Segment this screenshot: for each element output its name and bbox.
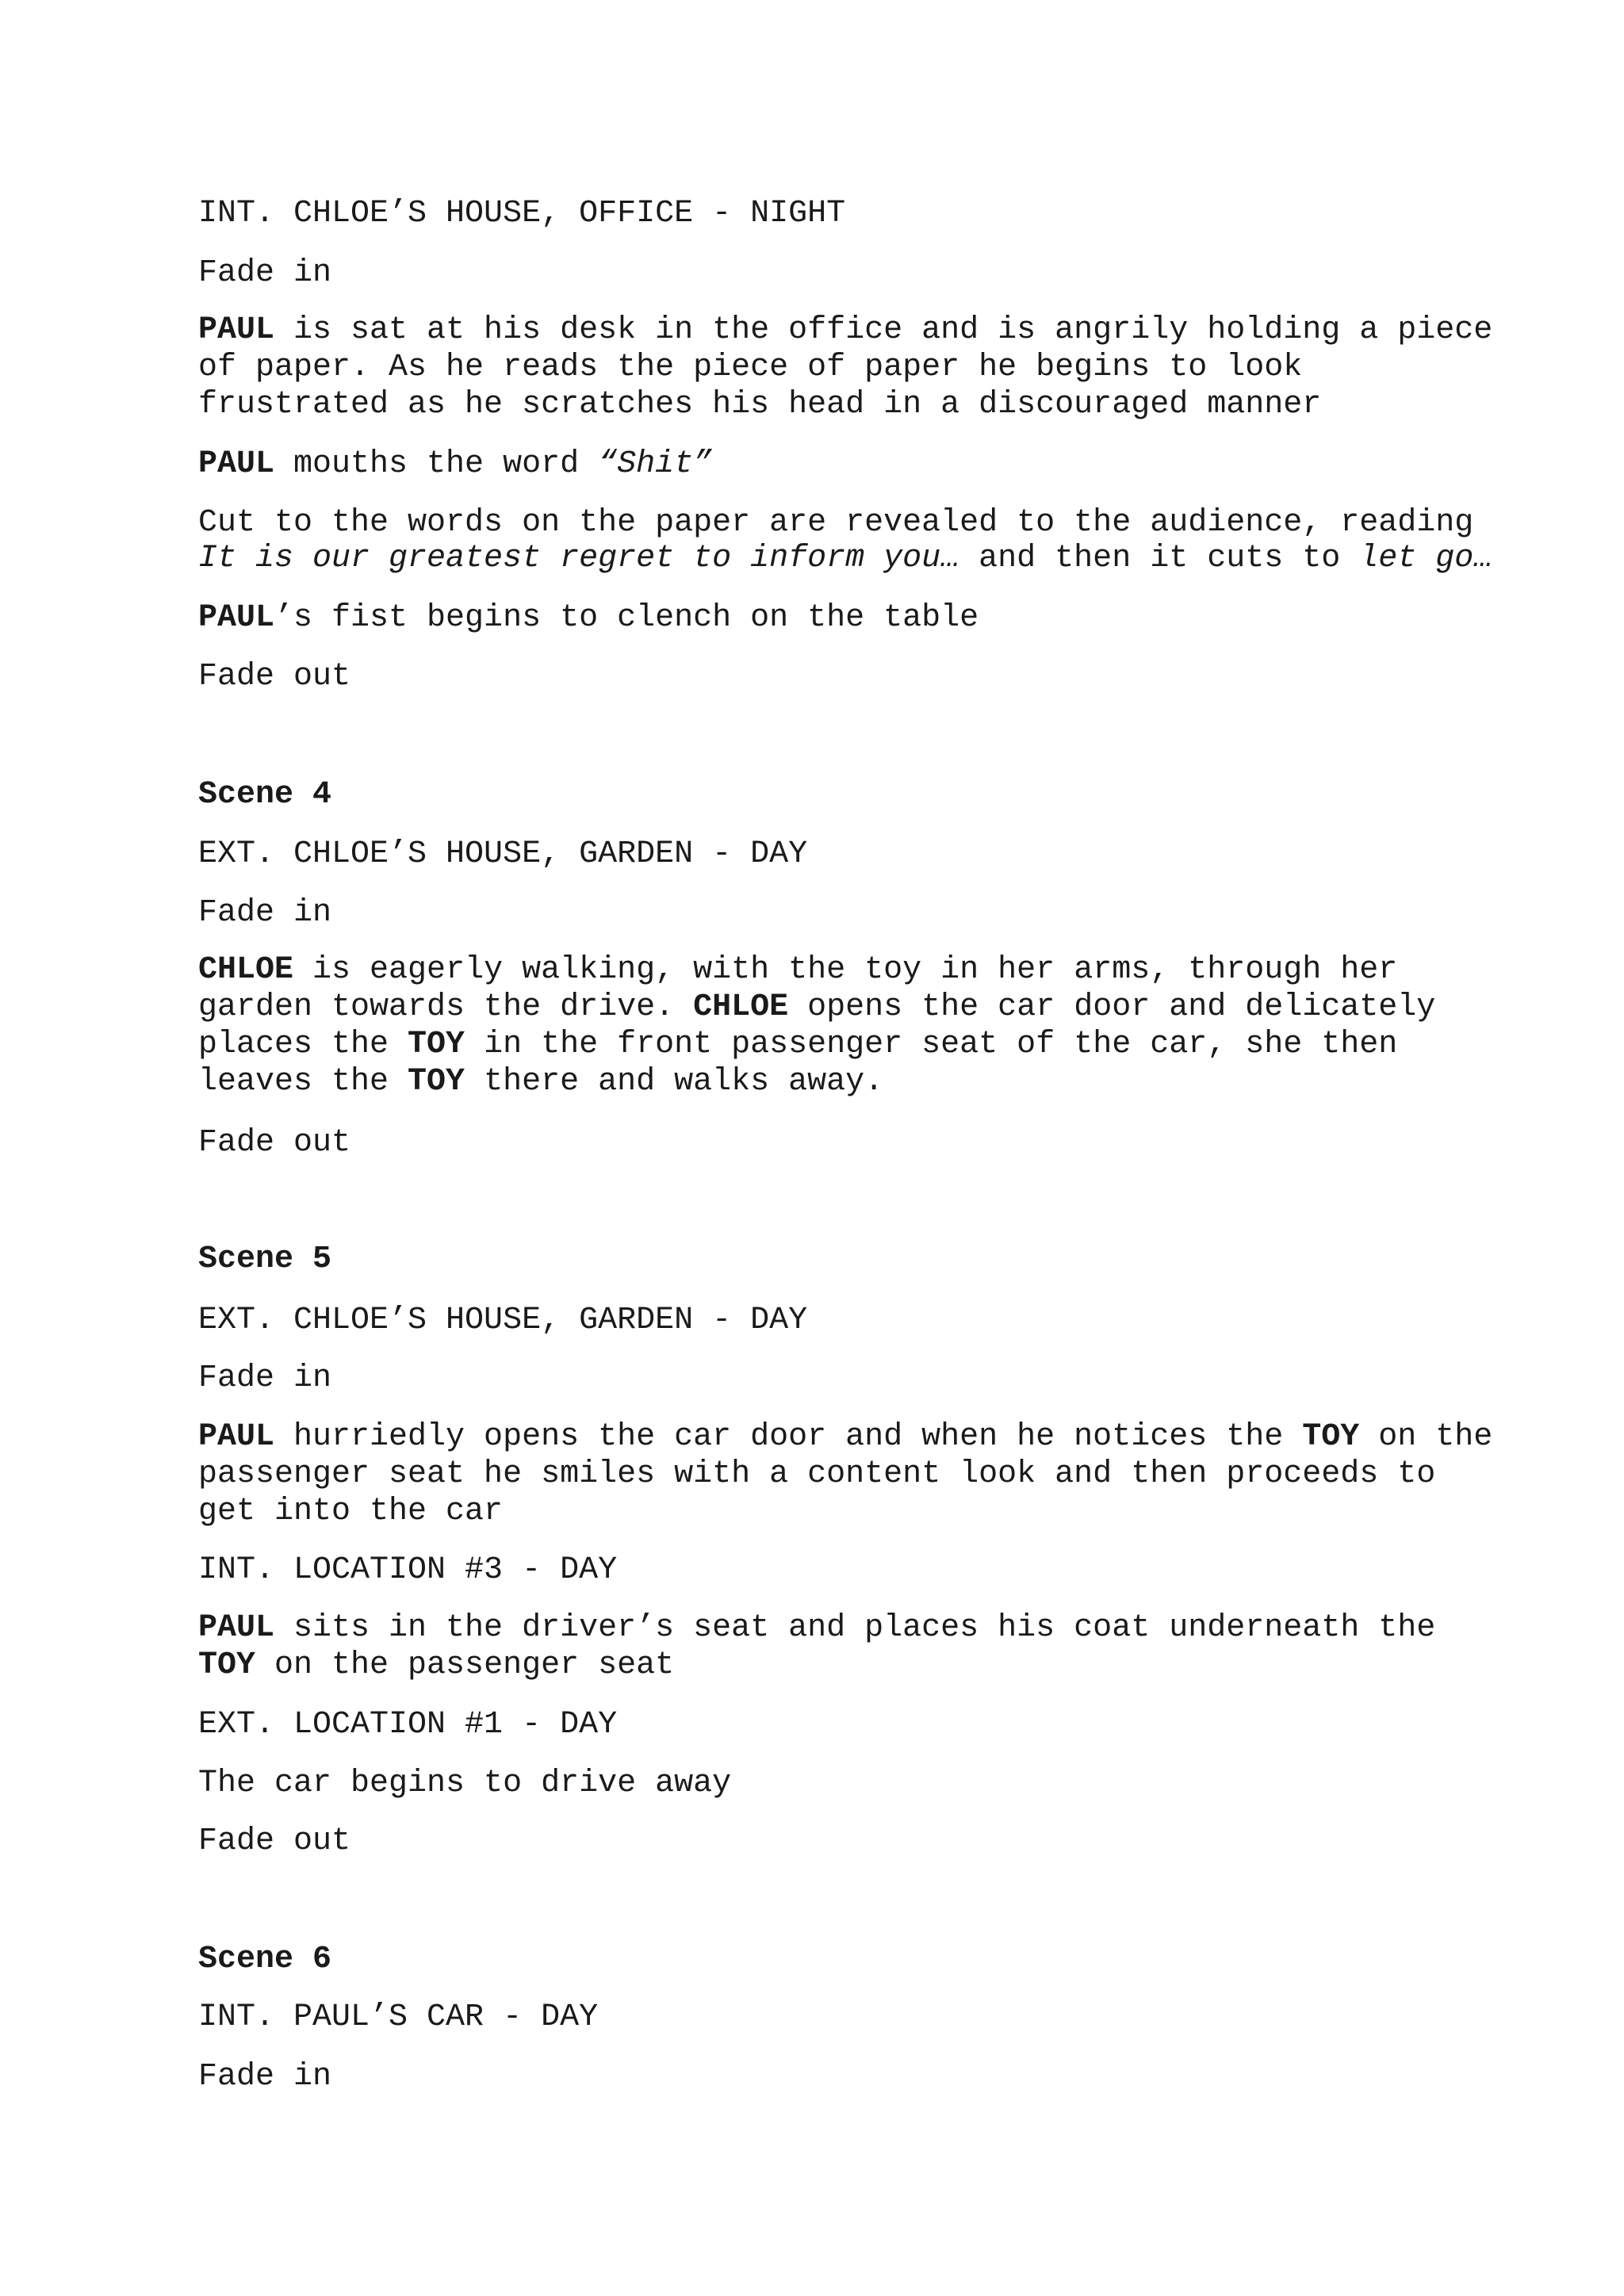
action-line xyxy=(198,951,1397,989)
action-line xyxy=(198,1418,1492,1456)
scene-slugline: EXT. CHLOE’S HOUSE, GARDEN - DAY xyxy=(198,1303,808,1338)
action-text: ’s fist begins to clench on the table xyxy=(274,600,979,636)
action-line xyxy=(198,312,1492,349)
prop-name: TOY xyxy=(408,1064,465,1100)
character-name: PAUL xyxy=(198,1610,275,1646)
action-text: there and walks away. xyxy=(465,1064,884,1100)
action-line xyxy=(198,1609,1435,1647)
transition-fade-out: Fade out xyxy=(198,1125,351,1161)
transition-fade-in: Fade in xyxy=(198,255,332,291)
action-text: in the front passenger seat of the car, she then xyxy=(465,1027,1398,1062)
scene-heading: Scene 4 xyxy=(198,777,332,813)
action-line: of paper. As he reads the piece of paper he begins to look xyxy=(198,350,1303,385)
action-line: passenger seat he smiles with a content look and then proceeds to xyxy=(198,1456,1436,1492)
action-line xyxy=(198,1063,883,1100)
transition-fade-in: Fade in xyxy=(198,1360,332,1396)
action-line xyxy=(198,446,712,483)
action-line xyxy=(198,599,979,637)
action-line: Cut to the words on the paper are revealed to the audience, reading xyxy=(198,505,1474,541)
transition-fade-out: Fade out xyxy=(198,659,351,695)
prop-name: TOY xyxy=(408,1027,465,1062)
action-text: leaves the xyxy=(198,1064,408,1100)
character-name: PAUL xyxy=(198,1419,275,1455)
action-text: is eagerly walking, with the toy in her arms, through her xyxy=(293,952,1398,988)
prop-name: TOY xyxy=(198,1647,256,1683)
scene-slugline: INT. PAUL’S CAR - DAY xyxy=(198,1999,599,2035)
action-line: get into the car xyxy=(198,1494,504,1529)
action-line xyxy=(198,1647,674,1684)
dialogue-quote: “Shit” xyxy=(598,446,713,482)
action-text: is sat at his desk in the office and is angrily holding a piece xyxy=(274,312,1493,348)
action-line: frustrated as he scratches his head in a discouraged manner xyxy=(198,387,1322,423)
action-line xyxy=(198,1026,1397,1063)
character-name: CHLOE xyxy=(693,989,789,1025)
scene-slugline: INT. LOCATION #3 - DAY xyxy=(198,1552,618,1588)
prop-name: TOY xyxy=(1302,1419,1360,1455)
action-text: on the xyxy=(1359,1419,1493,1455)
action-text: mouths the word xyxy=(274,446,599,482)
action-text: hurriedly opens the car door and when he notices the xyxy=(274,1419,1303,1455)
character-name: PAUL xyxy=(198,312,275,348)
scene-slugline: EXT. CHLOE’S HOUSE, GARDEN - DAY xyxy=(198,836,808,872)
transition-fade-out: Fade out xyxy=(198,1823,351,1859)
character-name: PAUL xyxy=(198,446,275,482)
action-line xyxy=(198,989,1435,1026)
action-text: places the xyxy=(198,1027,408,1062)
action-text: and then it cuts to xyxy=(959,541,1360,576)
scene-slugline: EXT. LOCATION #1 - DAY xyxy=(198,1707,618,1743)
action-text: on the passenger seat xyxy=(255,1647,675,1683)
action-line: The car begins to drive away xyxy=(198,1766,732,1801)
action-line xyxy=(198,540,1492,577)
letter-text: let go… xyxy=(1359,541,1493,576)
transition-fade-in: Fade in xyxy=(198,895,332,931)
scene-slugline: INT. CHLOE’S HOUSE, OFFICE - NIGHT xyxy=(198,196,846,232)
transition-fade-in: Fade in xyxy=(198,2059,332,2095)
action-text: opens the car door and delicately xyxy=(788,989,1436,1025)
action-text: sits in the driver’s seat and places his coat underneath the xyxy=(274,1610,1436,1646)
character-name: PAUL xyxy=(198,600,275,636)
character-name: CHLOE xyxy=(198,952,294,988)
letter-text: It is our greatest regret to inform you… xyxy=(198,541,960,576)
scene-heading: Scene 5 xyxy=(198,1242,332,1277)
scene-heading: Scene 6 xyxy=(198,1942,332,1977)
action-text: garden towards the drive. xyxy=(198,989,694,1025)
